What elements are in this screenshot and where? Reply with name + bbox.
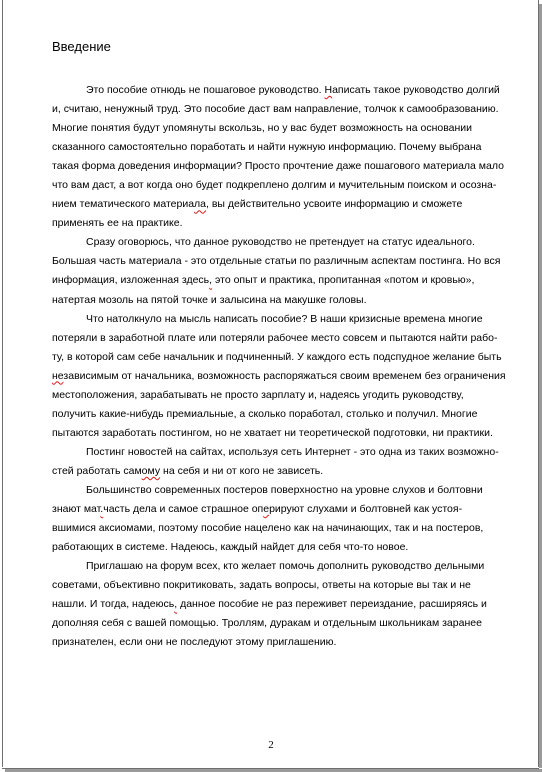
text-run: , вы действительно усвоите информацию и сможете — [206, 198, 463, 211]
text-run: применять ее на практике. — [52, 217, 183, 230]
text-run: работающих в системе. Надеюсь, каждый найдет для себя что-то новое. — [52, 541, 409, 554]
text-line — [52, 233, 510, 252]
spelling-error-mark: не — [52, 369, 64, 382]
spelling-error-mark: , — [209, 274, 213, 287]
text-run: признателен, если они не последуют этому приглашению. — [52, 636, 337, 649]
text-run: информация, изложенная здесь — [52, 274, 210, 287]
text-run: Приглашаю на форум всех, кто желает помочь дополнить руководство дельными — [86, 560, 485, 573]
text-line — [52, 386, 510, 405]
spelling-error-mark: е — [263, 503, 270, 516]
text-run: что вам даст, а вот когда оно будет подкреплено долгим и мучительным поиском и осозна- — [52, 179, 497, 192]
text-line — [52, 443, 510, 462]
text-line — [52, 424, 510, 443]
text-line — [52, 481, 510, 500]
page-border-left — [2, 0, 3, 767]
text-run: аписать такое руководство долгий — [332, 84, 500, 96]
text-line — [52, 500, 510, 519]
text-line — [52, 633, 510, 652]
text-run: потеряли в заработной плате или потеряли рабочее место совсем и пытаются найти рабо- — [52, 331, 498, 344]
text-line — [52, 310, 510, 329]
text-run: стей работать сам — [52, 464, 142, 477]
text-line — [52, 367, 510, 386]
text-run: сказанного самостоятельно поработать и найти нужную информацию. Почему выбрана — [52, 141, 482, 154]
spelling-error-mark: ому — [141, 464, 161, 477]
text-line — [52, 100, 510, 119]
body-text — [52, 81, 510, 652]
text-run: Что натолкнуло на мысль написать пособие? В наши кризисные времена многие — [86, 312, 483, 325]
text-line — [52, 195, 510, 214]
text-run: Большинство современных постеров поверхностно на уровне слухов и болтовни — [86, 483, 483, 496]
text-run: часть дела и самое страшное оп — [103, 503, 264, 516]
text-line — [52, 119, 510, 138]
text-line — [52, 157, 510, 176]
text-run: пытаются заработать постингом, но не хватает ни теоретической подготовки, ни практики. — [52, 426, 493, 439]
text-run: Сразу оговорюсь, что данное руководство не претендует на статус идеального. — [86, 236, 475, 249]
spelling-error-mark: , — [174, 598, 178, 611]
spelling-error-mark: . — [100, 503, 104, 516]
text-run: и, считаю, ненужный труд. Это пособие даст вам направление, толчок к самообразованию. — [52, 103, 499, 116]
text-line — [52, 329, 510, 348]
text-run: советами, объективно покритиковать, задать вопросы, ответы на которые вы так и не — [52, 579, 471, 592]
text-line — [52, 291, 510, 310]
spelling-error-mark: Н — [324, 84, 333, 96]
page-number: 2 — [268, 739, 274, 751]
text-run: знают мат — [52, 503, 101, 516]
text-run: Постинг новостей на сайтах, используя сеть Интернет - это одна из таких возможно- — [86, 445, 499, 458]
text-run: такая форма доведения информации? Просто прочтение даже пошагового материала мало — [52, 160, 504, 173]
text-run: местоположения, зарабатывать не просто зарплату и, надеясь угодить руководству, — [52, 388, 464, 401]
text-run: Это пособие отнюдь не пошаговое руководство. — [86, 84, 325, 96]
text-line — [52, 519, 510, 538]
text-run: нием тематического материа — [52, 198, 195, 211]
text-line — [52, 252, 510, 271]
text-line — [52, 557, 510, 576]
text-line — [52, 405, 510, 424]
text-line — [52, 176, 510, 195]
text-run: Многие понятия будут упомянуты вскользь, но у вас будет возможность на основании — [52, 122, 473, 135]
text-line — [52, 138, 510, 157]
text-line — [52, 595, 510, 614]
text-run: натертая мозоль на пятой точке и залысина на макушке головы. — [52, 293, 367, 306]
text-line — [52, 81, 510, 100]
text-run: нашли. И тогда, надеюсь — [52, 598, 175, 611]
text-line — [52, 271, 510, 290]
text-run: на себя и ни от кого не зависеть. — [160, 464, 324, 477]
text-line — [52, 348, 510, 367]
text-run: дополняя себя с вашей помощью. Троллям, дуракам и отдельным школьникам заранее — [52, 617, 482, 630]
text-line — [52, 614, 510, 633]
text-line — [52, 214, 510, 233]
text-run: это опыт и практика, пропитанная «потом и кровью», — [212, 274, 475, 287]
text-line — [52, 576, 510, 595]
text-line — [52, 462, 510, 481]
text-run: рируют слухами и болтовней как устоя- — [269, 503, 463, 516]
text-line — [52, 538, 510, 557]
text-run: Большая часть материала - это отдельные статьи по различным аспектам постинга. Но вся — [52, 255, 501, 268]
text-run: ту, в которой сам себе начальник и подчиненный. У каждого есть подспудное желание быть — [52, 350, 502, 363]
text-run: зависимым от начальника, возможность распоряжаться своим временем без ограничения — [63, 369, 506, 382]
text-run: вшимися аксиомами, поэтому пособие нацелено как на начинающих, так и на постеров, — [52, 522, 484, 535]
text-run: получить какие-нибудь премиальные, а сколько поработал, столько и получил. Многие — [52, 407, 478, 420]
text-run: данное пособие не раз переживет переиздание, расширяясь и — [177, 598, 487, 611]
section-heading: Введение — [52, 39, 111, 54]
spelling-error-mark: ла — [194, 198, 207, 211]
